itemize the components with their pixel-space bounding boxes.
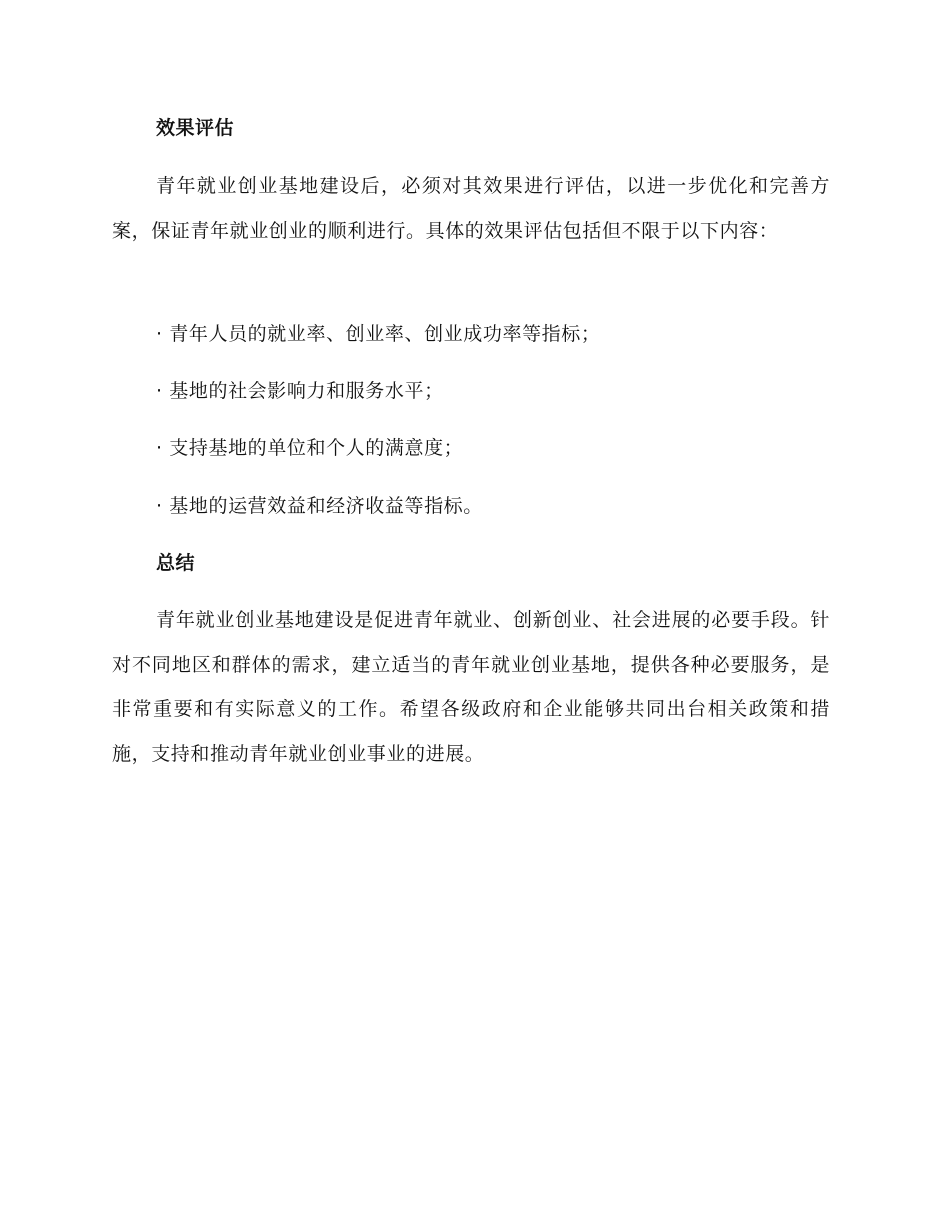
section-heading-evaluation: 效果评估 (156, 117, 235, 139)
evaluation-paragraph: 青年就业创业基地建设后，必须对其效果进行评估，以进一步优化和完善方案，保证青年就业创业的顺利进行。具体的效果评估包括但不限于以下内容： (112, 175, 830, 242)
bullet-item: · 支持基地的单位和个人的满意度； (156, 437, 464, 459)
bullet-item: · 基地的运营效益和经济收益等指标。 (156, 495, 483, 517)
bullet-item: · 青年人员的就业率、创业率、创业成功率等指标； (156, 323, 601, 345)
bullet-item: · 基地的社会影响力和服务水平； (156, 380, 444, 402)
summary-paragraph: 青年就业创业基地建设是促进青年就业、创新创业、社会进展的必要手段。针对不同地区和群体的需求，建立适当的青年就业创业基地，提供各种必要服务，是非常重要和有实际意义的工作。希望各级政府和企业能够共同出台相关政策和措施，支持和推动青年就业创业事业的进展。 (112, 609, 830, 765)
section-heading-summary: 总结 (156, 552, 196, 574)
